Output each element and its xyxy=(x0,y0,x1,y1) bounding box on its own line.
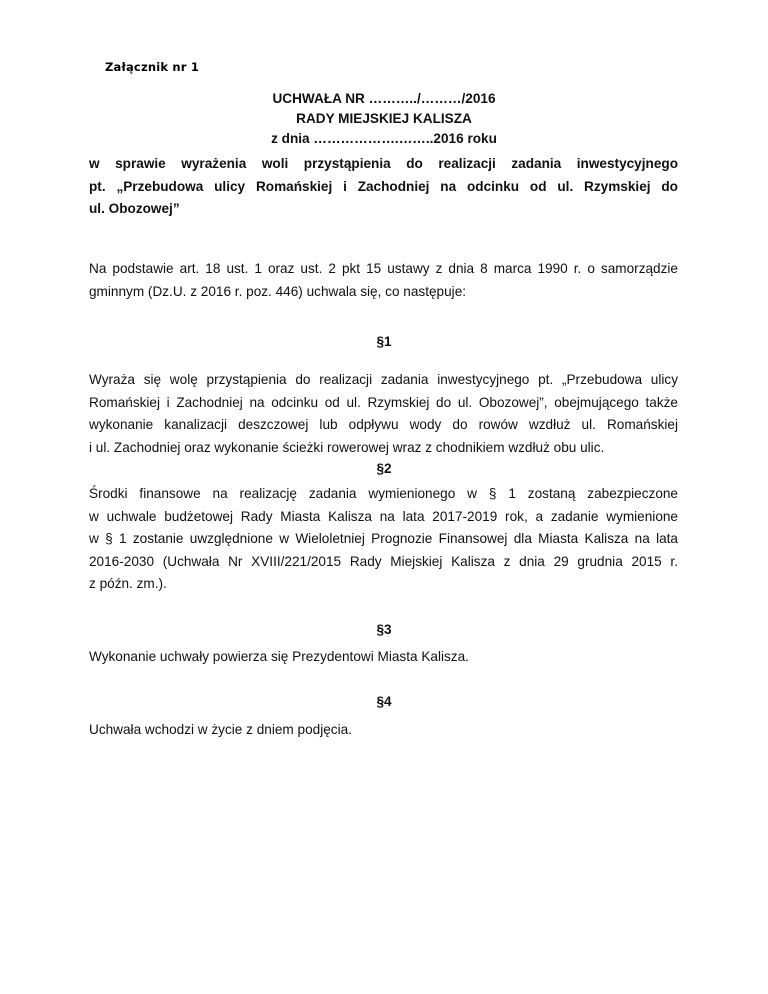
paragraph-line: 2016-2030 (Uchwała Nr XVIII/221/2015 Rady Miejskiej Kalisza z dnia 29 grudnia 2015 r. xyxy=(89,553,678,569)
subject-line: pt. „Przebudowa ulicy Romańskiej i Zachodniej na odcinku od ul. Rzymskiej do xyxy=(89,178,678,194)
paragraph-line: wykonanie kanalizacji deszczowej lub odpływu wody do rowów wzdłuż ul. Romańskiej xyxy=(89,417,678,432)
resolution-number: UCHWAŁA NR ………../………/2016 xyxy=(272,91,496,106)
section-3-body xyxy=(89,646,678,669)
section-1-title: §1 xyxy=(376,334,392,349)
paragraph-line: w uchwale budżetowej Rady Miasta Kalisza na lata 2017-2019 rok, a zadanie wymienione xyxy=(89,508,678,524)
paragraph-line: Wyraża się wolę przystąpienia do realizacji zadania inwestycyjnego pt. „Przebudowa ulicy xyxy=(89,372,678,387)
paragraph-line: Wykonanie uchwały powierza się Prezydentowi Miasta Kalisza. xyxy=(89,649,469,664)
legal-basis-paragraph xyxy=(89,258,678,303)
paragraph-line: Na podstawie art. 18 ust. 1 oraz ust. 2 pkt 15 ustawy z dnia 8 marca 1990 r. o samorządzie xyxy=(89,261,678,276)
section-3-title: §3 xyxy=(376,622,392,637)
paragraph-line: gminnym (Dz.U. z 2016 r. poz. 446) uchwala się, co następuje: xyxy=(89,283,467,299)
paragraph-line: z późn. zm.). xyxy=(89,576,167,591)
section-2-body xyxy=(89,483,678,596)
resolution-subject xyxy=(89,153,678,221)
resolution-date: z dnia ……………….……..2016 roku xyxy=(271,131,497,146)
paragraph-line: Uchwała wchodzi w życie z dniem podjęcia. xyxy=(89,722,352,737)
section-1-body xyxy=(89,369,678,459)
paragraph-line: w § 1 zostanie uwzględnione w Wieloletniej Prognozie Finansowej dla Miasta Kalisza na lata xyxy=(89,531,678,546)
paragraph-line: i ul. Zachodniej oraz wykonanie ścieżki rowerowej wraz z chodnikiem wzdłuż obu ulic. xyxy=(89,439,605,455)
resolution-header xyxy=(0,89,768,149)
council-name: RADY MIEJSKIEJ KALISZA xyxy=(296,111,472,126)
paragraph-line: Romańskiej i Zachodniej na odcinku od ul. Rzymskiej do ul. Obozowej”, obejmującego także xyxy=(89,394,678,410)
section-4-title: §4 xyxy=(376,694,392,709)
section-4-body xyxy=(89,719,678,742)
subject-line: ul. Obozowej” xyxy=(89,201,180,216)
section-2-title: §2 xyxy=(376,461,392,476)
annex-label: Załącznik nr 1 xyxy=(105,60,200,74)
paragraph-line: Środki finansowe na realizację zadania wymienionego w § 1 zostaną zabezpieczone xyxy=(89,486,678,501)
subject-line: w sprawie wyrażenia woli przystąpienia do realizacji zadania inwestycyjnego xyxy=(89,156,678,171)
